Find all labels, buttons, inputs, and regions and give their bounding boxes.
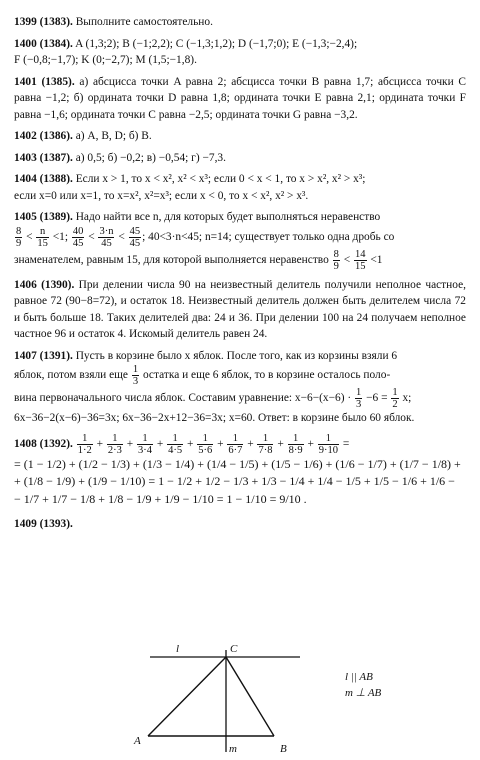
answer-text: остатка и еще 6 яблок, то в корзине осталось поло- — [140, 369, 391, 382]
answer-line: если x=0 или x=1, то x=x², x²=x³; если x < 0, то x < x², x² > x³. — [14, 189, 309, 202]
task-number: 1406 (1390). — [14, 278, 75, 291]
numerator: 1 — [392, 387, 398, 398]
answer-text: ; 40<3·n<45; n=14; существует только одна дробь со — [142, 230, 395, 243]
fraction — [318, 433, 339, 456]
answer-1399 — [14, 14, 466, 31]
denominator: 45 — [129, 237, 141, 249]
numerator: 1 — [318, 433, 339, 445]
task-number: 1405 (1389). — [14, 211, 73, 223]
answer-line — [14, 364, 391, 387]
plus-sign: + — [123, 437, 136, 450]
answer-1401 — [14, 74, 466, 124]
denominator: 3 — [356, 399, 362, 410]
answer-line: Пусть в корзине было x яблок. После того, как из корзины взяли 6 — [72, 349, 398, 362]
label-a: A — [134, 735, 141, 747]
answer-text: При делении числа 90 на неизвестный делитель получили неполное частное, равное 72 (90−8=72), и остаток 18. Неизвестный делитель должен быть делителем числа 72 и быть больше 18. Таких делителей два: 24 и 36. При делении 100 на 24 получаем неполное частное 96 и остаток 4. Искомый делитель равен 24. — [14, 278, 466, 340]
answer-1408 — [14, 433, 466, 509]
denominator: 9 — [16, 237, 22, 249]
answer-1407 — [14, 348, 466, 427]
fraction — [72, 226, 85, 249]
plus-sign: + — [93, 437, 106, 450]
task-number: 1402 (1386). — [14, 130, 73, 142]
inequality-line — [14, 225, 395, 249]
side-cb — [226, 657, 274, 736]
denominator: 9·10 — [318, 444, 338, 456]
operator: < — [23, 230, 36, 243]
fraction — [15, 226, 22, 249]
answer-text: x; — [399, 392, 412, 405]
denominator: 8·9 — [288, 444, 303, 456]
numerator: 1 — [197, 433, 213, 445]
answer-line: F (−0,8;−1,7); K (0;−2,7); M (1,5;−1,8). — [14, 54, 197, 66]
answer-line: Надо найти все n, для которых будет выполняться неравенство — [72, 211, 381, 223]
fraction — [36, 226, 49, 249]
sum-line: 1408 (1392). $\frac{1}{1\cdot 2}$ + $\frac{1}{2\cdot 3}$ + $\frac{1}{3\cdot 4}$ + $\frac{1}{4\cdot 5}$ + $\frac{1}{5\cdot 6}$ + $\frac{1}{6\cdot 7}$ + $\frac{1}{7\cdot 8}$ + $\frac{1}{8\cdot 9}$ + $\frac{1}{9\cdot 10}$ = — [14, 432, 350, 456]
numerator: 1 — [227, 433, 243, 445]
denominator: 15 — [37, 237, 48, 249]
task-number: 1399 (1383). — [14, 16, 73, 28]
plus-sign: + — [214, 437, 227, 450]
plus-sign: + — [274, 437, 287, 450]
label-l: l — [176, 643, 180, 655]
note-perpendicular: m ⊥ AB — [345, 687, 382, 699]
answer-line: 6x−36−2(x−6)−36=3x; 6x−36−2x+12−36=3x; x=60. Ответ: в корзине было 60 яблок. — [14, 412, 415, 424]
plus-sign: + — [304, 437, 317, 450]
denominator: 4·5 — [168, 444, 183, 456]
numerator: 8 — [16, 225, 22, 237]
note-parallel: l || AB — [345, 671, 373, 683]
task-number: 1400 (1384). — [14, 37, 73, 50]
plus-sign: + — [153, 437, 167, 450]
answer-1405 — [14, 209, 466, 272]
operator: <1; — [49, 230, 71, 243]
numerator: 40 — [72, 225, 84, 237]
denominator: 45 — [72, 237, 84, 249]
answer-1402 — [14, 128, 466, 145]
fraction — [257, 433, 273, 456]
task-number: 1407 (1391). — [14, 349, 73, 362]
denominator: 15 — [355, 260, 366, 272]
denominator: 6·7 — [228, 444, 243, 456]
numerator: 1 — [288, 433, 304, 445]
answer-1406 — [14, 277, 466, 343]
task-number: 1403 (1387). — [14, 151, 73, 164]
label-c: C — [230, 643, 238, 655]
answer-text: вина первоначального числа яблок. Составим уравнение: x−6−(x−6) · — [14, 392, 355, 405]
plus-sign: + — [184, 437, 197, 450]
numerator: 3·n — [99, 225, 114, 237]
label-b: B — [280, 743, 287, 755]
expansion-line: − 1/7 + 1/7 − 1/8 + 1/8 − 1/9 + 1/9 − 1/10 = 1 − 1/10 = 9/10 . — [14, 491, 307, 506]
answer-line: A (1,3;2); B (−1;2,2); C (−1,3;1,2); D (−1,7;0); E (−1,3;−2,4); — [72, 37, 358, 50]
fraction — [288, 433, 304, 456]
answer-1400 — [14, 36, 466, 69]
numerator: 1 — [137, 433, 153, 445]
task-number: 1408 (1392). — [14, 437, 73, 450]
fraction — [227, 433, 243, 456]
denominator: 1·2 — [77, 444, 92, 456]
triangle-figure — [0, 640, 480, 760]
task-number: 1409 (1393). — [14, 518, 73, 530]
denominator: 3·4 — [137, 444, 152, 456]
operator: <1 — [367, 253, 383, 266]
fraction — [391, 387, 398, 410]
fraction — [197, 433, 213, 456]
fraction — [354, 249, 367, 272]
numerator: 1 — [167, 433, 183, 445]
numerator: 8 — [333, 248, 339, 260]
denominator: 2·3 — [107, 444, 122, 456]
denominator: 2 — [392, 399, 398, 410]
fraction — [132, 364, 139, 387]
fraction — [129, 226, 142, 249]
fraction — [167, 433, 183, 456]
answer-line: Если x > 1, то x < x², x² < x³; если 0 < x < 1, то x > x², x² > x³; — [72, 173, 366, 185]
operator: < — [85, 230, 98, 243]
answer-text: Выполните самостоятельно. — [72, 16, 213, 28]
numerator: 1 — [107, 433, 123, 445]
inequality-line — [14, 248, 383, 272]
fraction — [77, 433, 93, 456]
fraction — [107, 433, 123, 456]
fraction — [98, 226, 114, 249]
denominator: 7·8 — [258, 444, 273, 456]
answer-1403 — [14, 150, 466, 167]
task-number: 1404 (1388). — [14, 173, 73, 185]
numerator: 1 — [356, 387, 362, 398]
label-m: m — [229, 743, 237, 755]
answer-text: знаменателем, равным 15, для которой выполняется неравенство — [14, 253, 332, 266]
denominator: 5·6 — [198, 444, 213, 456]
numerator: 14 — [355, 248, 366, 260]
numerator: 1 — [257, 433, 273, 445]
answer-1409 — [14, 516, 466, 533]
numerator: 45 — [129, 225, 141, 237]
denominator: 3 — [132, 376, 139, 387]
answer-line — [14, 387, 412, 410]
operator: < — [115, 230, 128, 243]
task-number: 1401 (1385). — [14, 75, 75, 88]
expansion-line: = (1 − 1/2) + (1/2 − 1/3) + (1/3 − 1/4) + (1/4 − 1/5) + (1/5 − 1/6) + (1/6 − 1/7) + (1/7 − 1/8) + — [14, 456, 461, 471]
answer-text: а) абсцисса точки A равна 2; абсцисса точки B равна 1,7; абсцисса точки C равна −1,2; б) ордината точки D равна 1,8; ордината точки E равна 2,1; ордината точки F равна −1,6; ордината точки C равна −2,5; ордината точки G равна −3,2. — [14, 75, 466, 121]
plus-sign: + — [244, 437, 257, 450]
denominator: 45 — [101, 237, 112, 249]
answer-1404 — [14, 171, 466, 204]
side-ca — [148, 657, 226, 736]
fraction — [355, 387, 362, 410]
numerator: n — [36, 226, 49, 238]
fraction — [137, 433, 153, 456]
answer-text: а) 0,5; б) −0,2; в) −0,54; г) −7,3. — [72, 151, 226, 164]
answer-text: −6 = — [363, 392, 391, 405]
numerator: 1 — [132, 364, 139, 375]
numerator: 1 — [77, 433, 93, 445]
operator: < — [340, 253, 354, 266]
answer-text: а) A, B, D; б) B. — [72, 130, 152, 142]
answer-text: яблок, потом взяли еще — [14, 369, 131, 382]
fraction — [333, 249, 340, 272]
expansion-line: + (1/8 − 1/9) + (1/9 − 1/10) = 1 − 1/2 + 1/2 − 1/3 + 1/3 − 1/4 + 1/4 − 1/5 + 1/5 − 1/6 + 1/6 − — [14, 474, 455, 488]
denominator: 9 — [333, 260, 339, 272]
